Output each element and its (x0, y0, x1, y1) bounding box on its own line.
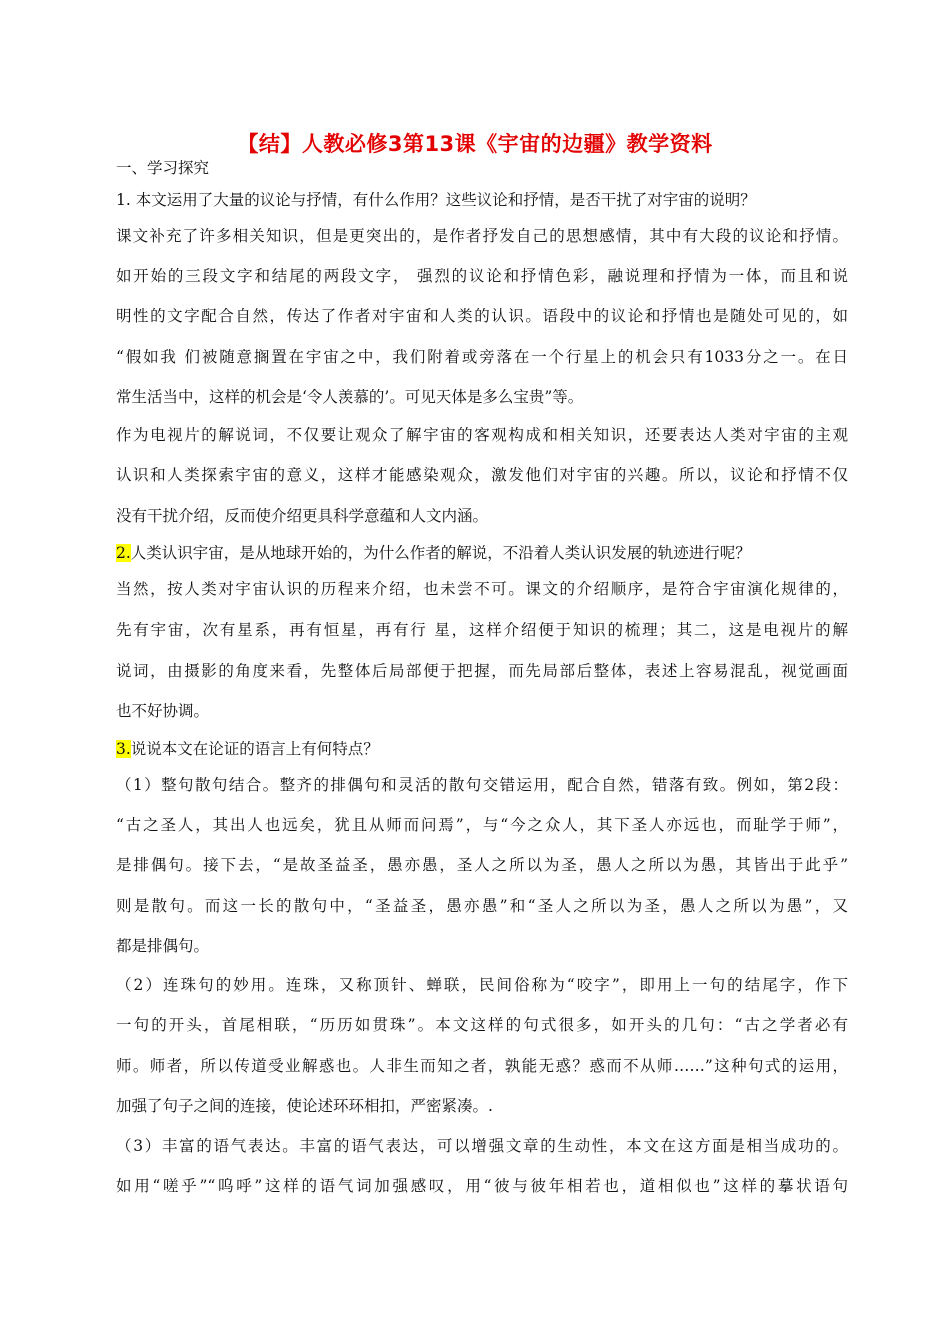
question-text: 人类认识宇宙，是从地球开始的，为什么作者的解说，不沿着人类认识发展的轨迹进行呢？ (130, 544, 751, 562)
question-number-highlight: 3. (116, 740, 131, 758)
answer-3-line: （1）整句散句结合。整齐的排偶句和灵活的散句交错运用，配合自然，错落有致。例如，第2段： (116, 776, 848, 794)
answer-3-line: 则是散句。而这一长的散句中，“圣益圣，愚亦愚”和“圣人之所以为圣，愚人之所以为愚”，又 (116, 897, 848, 915)
answer-3-line: 一句的开头，首尾相联，“历历如贯珠”。本文这样的句式很多，如开头的几句：“古之学者必有 (116, 1016, 848, 1034)
answer-3-line: “古之圣人，其出人也远矣，犹且从师而问焉”，与“今之众人，其下圣人亦远也，而耻学于师”， (116, 816, 848, 834)
answer-3-line: （3）丰富的语气表达。丰富的语气表达，可以增强文章的生动性，本文在这方面是相当成功的。 (116, 1137, 848, 1155)
document-title: 【结】人教必修3第13课《宇宙的边疆》教学资料 (237, 132, 713, 156)
answer-3-line: 如用“嗟乎”“呜呼”这样的语气词加强感叹，用“彼与彼年相若也，道相似也”这样的摹状语句 (116, 1177, 848, 1195)
question-1: 1. 本文运用了大量的议论与抒情，有什么作用？这些议论和抒情，是否干扰了对宇宙的说明？ (116, 191, 756, 209)
answer-1-line: 课文补充了许多相关知识，但是更突出的，是作者抒发自己的思想感情，其中有大段的议论和抒情。 (116, 227, 848, 245)
answer-3-line: 都是排偶句。 (116, 937, 210, 955)
answer-1-line: 作为电视片的解说词，不仅要让观众了解宇宙的客观构成和相关知识，还要表达人类对宇宙的主观 (116, 426, 848, 444)
answer-1-line: “假如我 们被随意搁置在宇宙之中，我们附着或旁落在一个行星上的机会只有1033分之一。在日 (116, 348, 848, 366)
answer-3-line: （2）连珠句的妙用。连珠，又称顶针、蝉联，民间俗称为“咬字”，即用上一句的结尾字，作下 (116, 976, 848, 994)
question-2 (116, 543, 848, 563)
answer-2-line: 说词，由摄影的角度来看，先整体后局部便于把握，而先局部后整体，表述上容易混乱，视觉画面 (116, 662, 848, 680)
answer-3-line: 师。师者，所以传道受业解惑也。人非生而知之者，孰能无惑？惑而不从师……”这种句式的运用， (116, 1057, 848, 1075)
answer-2-line: 当然，按人类对宇宙认识的历程来介绍，也未尝不可。课文的介绍顺序，是符合宇宙演化规律的， (116, 580, 848, 598)
answer-2-line: 也不好协调。 (116, 702, 210, 720)
question-3 (116, 739, 848, 759)
answer-1-line: 没有干扰介绍，反而使介绍更具科学意蕴和人文内涵。 (116, 507, 489, 525)
answer-2-line: 先有宇宙，次有星系，再有恒星，再有行 星，这样介绍便于知识的梳理；其二，这是电视片的解 (116, 621, 848, 639)
answer-1-line: 认识和人类探索宇宙的意义，这样才能感染观众，激发他们对宇宙的兴趣。所以，议论和抒情不仅 (116, 466, 848, 484)
answer-3-line: 是排偶句。接下去，“是故圣益圣，愚亦愚，圣人之所以为圣，愚人之所以为愚，其皆出于此乎” (116, 856, 848, 874)
answer-1-line: 明性的文字配合自然，传达了作者对宇宙和人类的认识。语段中的议论和抒情也是随处可见的，如 (116, 307, 848, 325)
answer-1-line: 常生活当中，这样的机会是‘令人羡慕的’。可见天体是多么宝贵”等。 (116, 388, 584, 406)
answer-1-line: 如开始的三段文字和结尾的两段文字， 强烈的议论和抒情色彩，融说理和抒情为一体，而且和说 (116, 267, 848, 285)
section-heading: 一、学习探究 (116, 159, 210, 177)
question-number-highlight: 2. (116, 544, 131, 562)
question-text: 说说本文在论证的语言上有何特点？ (130, 740, 379, 758)
answer-3-line: 加强了句子之间的连接，使论述环环相扣，严密紧凑。. (116, 1097, 493, 1115)
